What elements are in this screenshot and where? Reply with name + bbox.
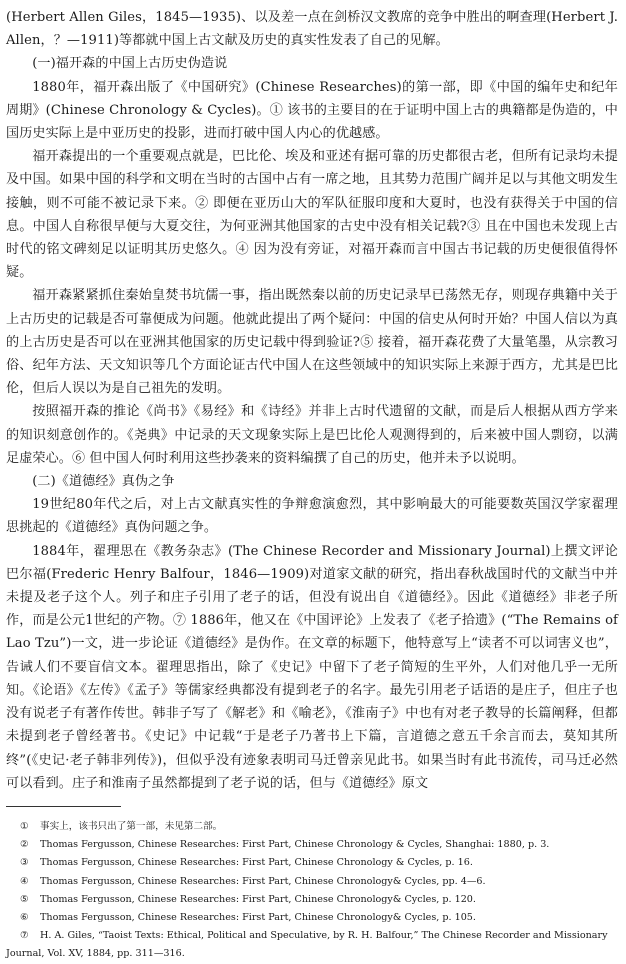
- body-text: [6, 6, 618, 795]
- paragraph-babylon-egypt: 福开森提出的一个重要观点就是，巴比伦、埃及和亚述有据可靠的历史都很古老，但所有记录均未提及中国。如果中国的科学和文明在当时的古国中占有一席之地，且其势力范围广阔并足以与其他文明发生接触，则不可能不被记录下来。② 即便在亚历山大的军队征服印度和大夏时，也没有获得关于中国的信息。中国人自称很早便与大夏交往，为何亚洲其他国家的古史中没有相关记载?③ 且在中国也未发现上古时代的铭文碑刻足以证明其历史悠久。④ 因为没有旁证，对福开森而言中国古书记载的历史便很值得怀疑。: [6, 149, 618, 281]
- paragraph-intro: (Herbert Allen Giles，1845—1935)、以及差一点在剑桥汉文教席的竞争中胜出的啊查理(Herbert J. Allen，？—1911)等都就中国上古文献及历史的真实性发表了自己的见解。: [6, 10, 618, 49]
- footnotes: [6, 818, 618, 964]
- footnote-3: ③ Thomas Fergusson, Chinese Researches: First Part, Chinese Chronology & Cycles, p. 16.: [20, 857, 473, 869]
- footnote-1: ① 事实上，该书只出了第一部，未见第二部。: [20, 821, 223, 832]
- footnote-divider: [6, 806, 121, 807]
- footnote-5: ⑤ Thomas Fergusson, Chinese Researches: First Part, Chinese Chronology& Cycles, p. 120.: [20, 893, 476, 905]
- paragraph-chinese-researches: 1880年，福开森出版了《中国研究》(Chinese Researches)的第一部，即《中国的编年史和纪年周期》(Chinese Chronology & Cycles)。① 该书的主要目的在于证明中国上古的典籍都是伪造的，中国历史实际上是中亚历史的投影，进而打破中国人内心的优越感。: [6, 79, 618, 142]
- section-heading-daodejing: (二)《道德经》真伪之争: [32, 474, 175, 490]
- paragraph-1880s-debate: 19世纪80年代之后，对上古文献真实性的争辩愈演愈烈，其中影响最大的可能要数英国汉学家翟理思挑起的《道德经》真伪问题之争。: [6, 497, 618, 536]
- footnote-6: ⑥ Thomas Fergusson, Chinese Researches: First Part, Chinese Chronology& Cycles, p. 105.: [20, 912, 476, 924]
- section-heading-ferguson: (一)福开森的中国上古历史伪造说: [32, 56, 228, 72]
- paragraph-giles-argument: 1884年，翟理思在《教务杂志》(The Chinese Recorder and Missionary Journal)上撰文评论巴尔福(Frederic Henry Balfour，1846—1909)对道家文献的研究，指出春秋战国时代的文献当中并未提及老子这个人。列子和庄子引用了老子的话，但没有说出自《道德经》。因此《道德经》非老子所作，而是公元1世纪的产物。⑦ 1886年，他又在《中国评论》上发表了《老子拾遗》(“The Remains of Lao Tzu”)一文，进一步论证《道德经》是伪作。在文章的标题下，他特意写上“读者不可以词害义也”，告诫人们不要盲信文本。翟理思指出，除了《史记》中留下了老子简短的生平外，人们对他几乎一无所知。《论语》《左传》《孟子》等儒家经典都没有提到老子的名字。最先引用老子话语的是庄子，但庄子也没有说老子有著作传世。韩非子写了《解老》和《喻老》，《淮南子》中也有对老子教导的长篇阐释，但都未提到老子曾经著书。《史记》中记载“于是老子乃著书上下篇，言道德之意五千余言而去，莫知其所终”(《史记·老子韩非列传》)，但似乎没有迹象表明司马迁曾亲见此书。如果当时有此书流传，司马迁必然可以看到。庄子和淮南子虽然都提到了老子说的话，但与《道德经》原文: [6, 543, 618, 791]
- footnote-4: ④ Thomas Fergusson, Chinese Researches: First Part, Chinese Chronology& Cycles, pp. 4—6.: [20, 875, 486, 887]
- footnote-7: ⑦ H. A. Giles, “Taoist Texts: Ethical, Political and Speculative, by R. H. Balfour,” The Chinese Recorder and Missionary Journal, Vol. XV, 1884, pp. 311—316.: [6, 930, 608, 960]
- footnote-2: ② Thomas Fergusson, Chinese Researches: First Part, Chinese Chronology & Cycles, Shanghai: 1880, p. 3.: [20, 839, 550, 851]
- paragraph-classics-forgery: 按照福开森的推论《尚书》《易经》和《诗经》并非上古时代遗留的文献，而是后人根据从西方学来的知识刻意创作的。《尧典》中记录的天文现象实际上是巴比伦人观测得到的，后来被中国人剽窃，以满足虚荣心。⑥ 但中国人何时利用这些抄袭来的资料编撰了自己的历史，他并未予以说明。: [6, 404, 618, 466]
- paragraph-book-burning: 福开森紧紧抓住秦始皇焚书坑儒一事，指出既然秦以前的历史记录早已荡然无存，则现存典籍中关于上古历史的记载是否可靠便成为问题。他就此提出了两个疑问：中国的信史从何时开始？中国人信以为真的上古历史是否可以在亚洲其他国家的历史记载中得到验证?⑤ 接着，福开森花费了大量笔墨，从宗教习俗、纪年方法、天文知识等几个方面论证古代中国人在这些领域中的知识实际上来源于西方，尤其是巴比伦，但后人误以为是自己祖先的发明。: [6, 288, 618, 397]
- page: [6, 6, 618, 960]
